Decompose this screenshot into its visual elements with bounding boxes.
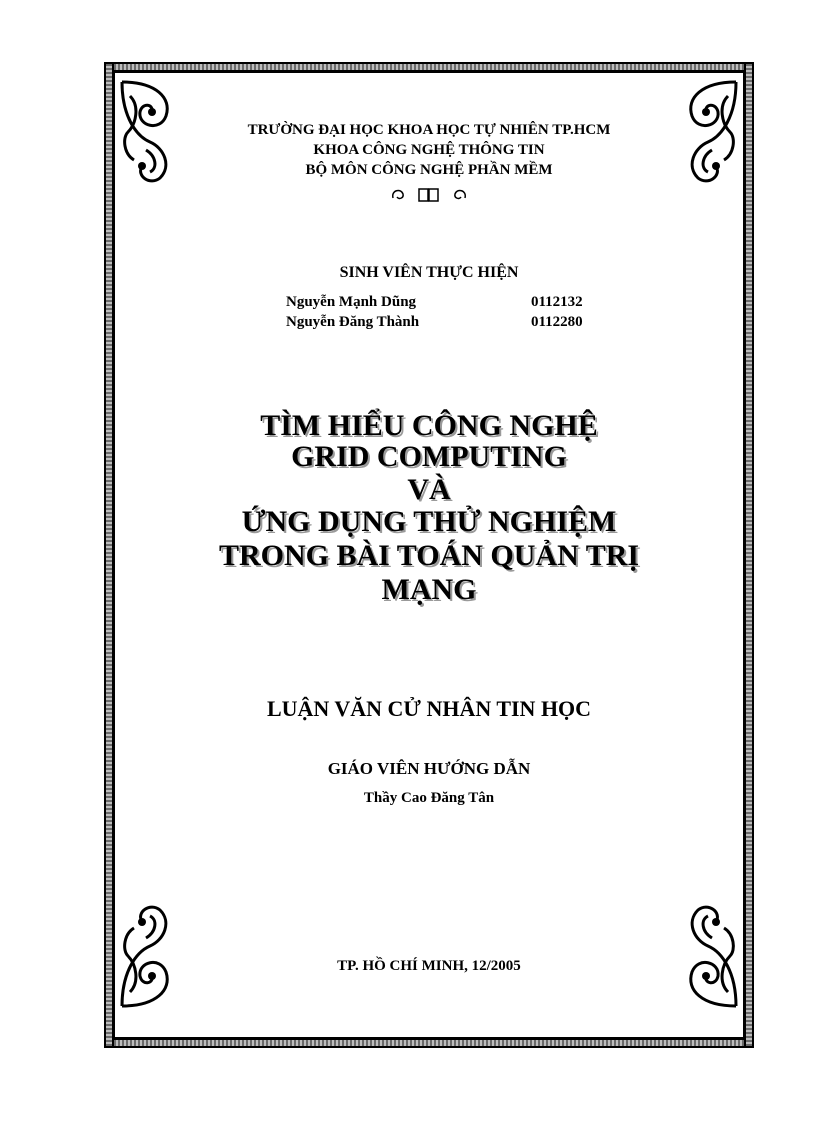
- page-border-bottom: [104, 1038, 754, 1048]
- thesis-title-line: MẠNG: [381, 573, 477, 606]
- thesis-title-line: VÀ: [407, 473, 451, 506]
- thesis-title-line: GRID COMPUTING: [291, 440, 567, 473]
- student-name: Nguyễn Đăng Thành: [286, 314, 420, 330]
- thesis-title-line: TÌM HIỂU CÔNG NGHỆ: [260, 409, 598, 442]
- thesis-title-line: TRONG BÀI TOÁN QUẢN TRỊ: [218, 539, 640, 572]
- page-border-left: [104, 62, 114, 1048]
- university-name: TRƯỜNG ĐẠI HỌC KHOA HỌC TỰ NHIÊN TP.HCM: [247, 122, 611, 138]
- faculty-name: KHOA CÔNG NGHỆ THÔNG TIN: [313, 142, 545, 158]
- thesis-title-line: ỨNG DỤNG THỬ NGHIỆM: [241, 505, 617, 538]
- department-name: BỘ MÔN CÔNG NGHỆ PHẦN MỀM: [305, 162, 553, 178]
- students-heading: SINH VIÊN THỰC HIỆN: [339, 264, 519, 281]
- place-date: TP. HỒ CHÍ MINH, 12/2005: [337, 958, 521, 974]
- page-border-top: [104, 62, 754, 72]
- degree-title: LUẬN VĂN CỬ NHÂN TIN HỌC: [266, 696, 592, 721]
- student-id: 0112132: [531, 294, 583, 310]
- header-ornament: [114, 186, 744, 209]
- advisor-heading: GIÁO VIÊN HƯỚNG DẪN: [327, 759, 531, 778]
- page-border-right: [744, 62, 754, 1048]
- advisor-name: Thầy Cao Đăng Tân: [363, 790, 495, 806]
- open-book-icon: [389, 186, 469, 204]
- student-name: Nguyễn Mạnh Dũng: [286, 294, 417, 310]
- student-id: 0112280: [531, 314, 583, 330]
